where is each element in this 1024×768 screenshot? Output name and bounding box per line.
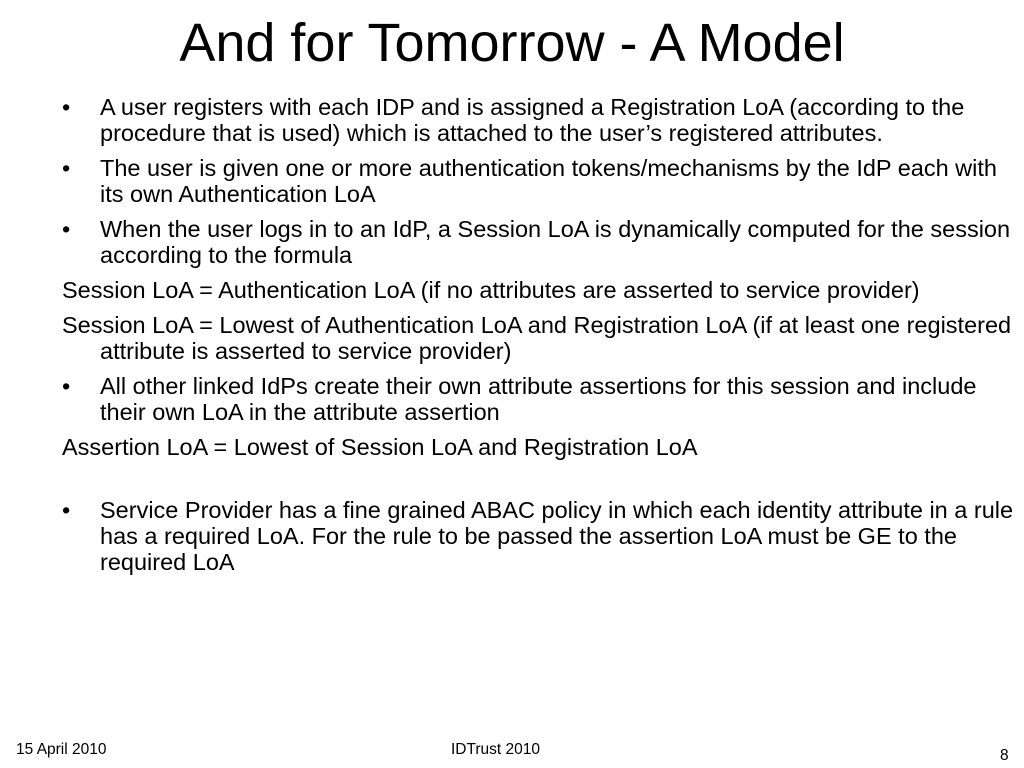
formula-line: Assertion LoA = Lowest of Session LoA and Registration LoA	[62, 434, 698, 460]
page-number: 8	[1000, 747, 1009, 764]
slide-body	[62, 94, 1017, 584]
bullet-item	[62, 373, 1017, 425]
bullet-item	[62, 94, 1017, 146]
bullet-icon: •	[62, 155, 71, 181]
bullet-item	[62, 155, 1017, 207]
spacer	[62, 469, 1017, 497]
footer-date: 15 April 2010	[16, 741, 107, 758]
bullet-icon: •	[62, 216, 71, 242]
bullet-item	[62, 497, 1017, 575]
bullet-icon: •	[62, 373, 71, 399]
bullet-icon: •	[62, 94, 71, 120]
slide-title: And for Tomorrow - A Model	[179, 13, 845, 73]
formula-line: Session LoA = Lowest of Authentication LoA and Registration LoA (if at least one registered attribute is asserted to service provider)	[62, 312, 1012, 364]
bullet-text: Service Provider has a fine grained ABAC policy in which each identity attribute in a rule has a required LoA. For the rule to be passed the assertion LoA must be GE to the required LoA	[100, 497, 1014, 575]
footer-event: IDTrust 2010	[451, 741, 541, 758]
formula-line: Session LoA = Authentication LoA (if no attributes are asserted to service provider)	[62, 277, 920, 303]
bullet-text: When the user logs in to an IdP, a Session LoA is dynamically computed for the session according to the formula	[100, 216, 1011, 268]
bullet-text: A user registers with each IDP and is assigned a Registration LoA (according to the procedure that is used) which is attached to the user’s registered attributes.	[100, 94, 965, 146]
bullet-item	[62, 216, 1017, 268]
bullet-text: The user is given one or more authentication tokens/mechanisms by the IdP each with its own Authentication LoA	[100, 155, 997, 207]
bullet-icon: •	[62, 497, 71, 523]
bullet-text: All other linked IdPs create their own attribute assertions for this session and include their own LoA in the attribute assertion	[100, 373, 977, 425]
